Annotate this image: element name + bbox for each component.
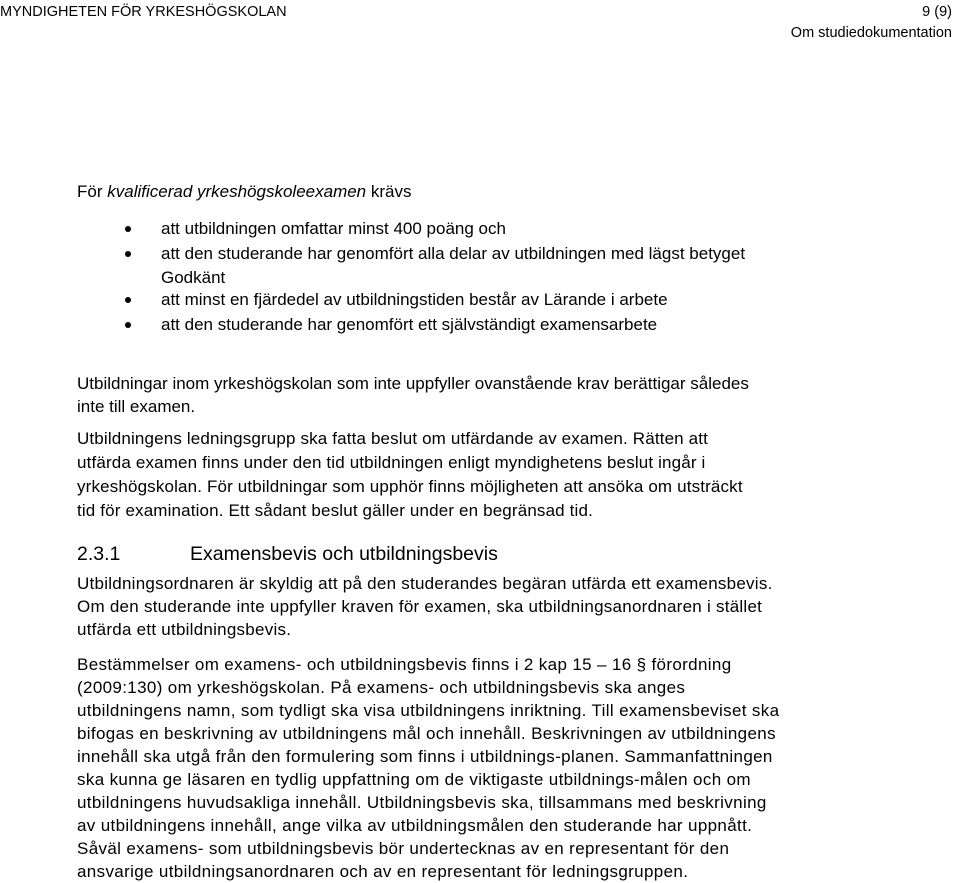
section-heading [77, 543, 498, 565]
header-right [791, 4, 952, 46]
document-title: Om studiedokumentation [790, 25, 952, 41]
section-number: 2.3.1 [77, 543, 121, 565]
section-title: Examensbevis och utbildningsbevis [190, 543, 498, 565]
list-item: att den studerande har genomfört alla delar av utbildningen med lägst betyget [161, 244, 746, 263]
list-item: att den studerande har genomfört ett självständigt examensarbete [161, 315, 658, 334]
bullet-icon [125, 322, 131, 328]
header-organization: MYNDIGHETEN FÖR YRKESHÖGSKOLAN [0, 4, 287, 20]
intro-suffix: krävs [366, 182, 412, 201]
paragraph-line: Bestämmelser om examens- och utbildningsbevis finns i 2 kap 15 – 16 § förordning [77, 655, 732, 674]
paragraph-line: yrkeshögskolan. För utbildningar som upphör finns möjligheten att ansöka om utsträckt [77, 477, 743, 496]
paragraph-line: (2009:130) om yrkeshögskolan. På examens- och utbildningsbevis ska anges [77, 678, 686, 697]
paragraph-line: av utbildningens innehåll, ange vilka av utbildningsmålen den studerande har uppnått. [77, 816, 753, 835]
paragraph-line: Såväl examens- som utbildningsbevis bör undertecknas av en representant för den [77, 839, 730, 858]
paragraph-line: Utbildningsordnaren är skyldig att på den studerandes begäran utfärda ett examensbevis. [77, 574, 773, 593]
paragraph-line: tid för examination. Ett sådant beslut gäller under en begränsad tid. [77, 501, 593, 520]
list-item: att minst en fjärdedel av utbildningstiden består av Lärande i arbete [161, 290, 668, 309]
paragraph-line: innehåll ska utgå från den formulering som finns i utbildnings-planen. Sammanfattningen [77, 747, 773, 766]
intro-prefix: För [77, 182, 108, 201]
paragraph-line: utbildningens namn, som tydligt ska visa utbildningens inriktning. Till examensbeviset ska [77, 701, 780, 720]
page-number: 9 (9) [922, 4, 952, 20]
paragraph-line: utfärda examen finns under den tid utbildningen enligt myndighetens beslut ingår i [77, 453, 706, 472]
paragraph-line: Utbildningens ledningsgrupp ska fatta beslut om utfärdande av examen. Rätten att [77, 429, 708, 448]
bullet-icon [125, 251, 131, 257]
bullet-icon [125, 297, 131, 303]
paragraph-line: utbildningens huvudsakliga innehåll. Utbildningsbevis ska, tillsammans med beskrivning [77, 793, 767, 812]
paragraph-line: utfärda ett utbildningsbevis. [77, 620, 292, 639]
paragraph-line: Om den studerande inte uppfyller kraven för examen, ska utbildningsanordnaren i stället [77, 597, 763, 616]
intro-line [77, 182, 411, 202]
list-item-continuation: Godkänt [161, 268, 226, 287]
paragraph-line: Utbildningar inom yrkeshögskolan som inte uppfyller ovanstående krav berättigar således [77, 374, 749, 393]
paragraph-line: ska kunna ge läsaren en tydlig uppfattning om de viktigaste utbildnings-målen och om [77, 770, 751, 789]
degree-name: kvalificerad yrkeshögskoleexamen [107, 182, 367, 201]
bullet-icon [125, 226, 131, 232]
list-item: att utbildningen omfattar minst 400 poäng och [161, 219, 506, 238]
paragraph-line: inte till examen. [77, 397, 196, 416]
paragraph-line: bifogas en beskrivning av utbildningens mål och innehåll. Beskrivningen av utbildningens [77, 724, 776, 743]
paragraph-line: ansvarige utbildningsanordnaren och av en representant för ledningsgruppen. [77, 862, 689, 881]
